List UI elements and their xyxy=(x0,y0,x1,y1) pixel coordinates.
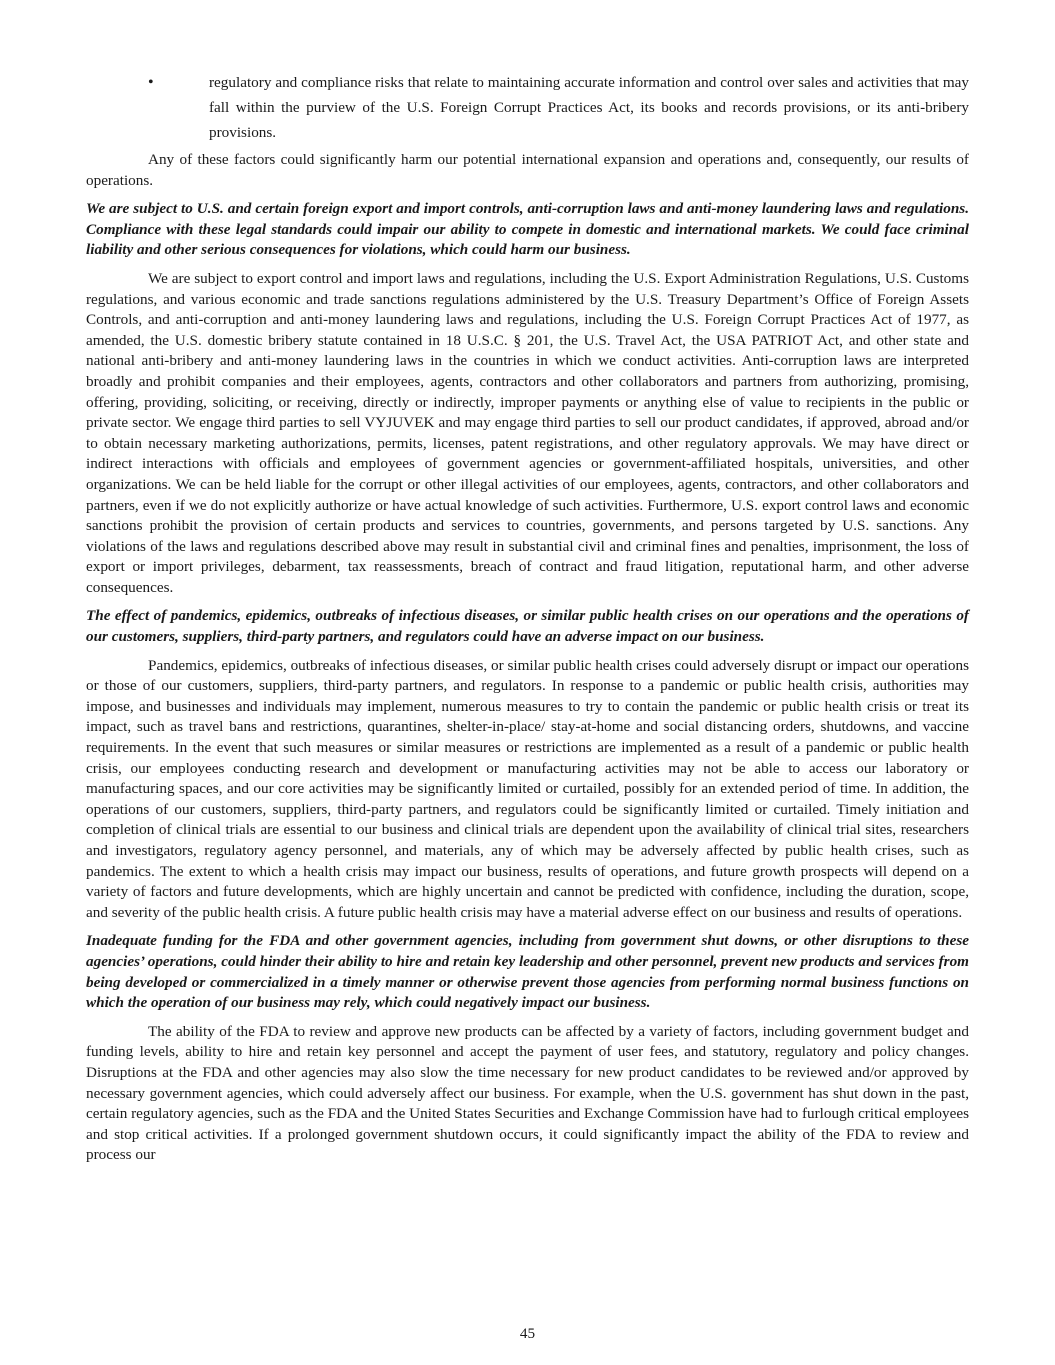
intro-paragraph: Any of these factors could significantly harm our potential international expansion and operations and, consequently, our results of operations. xyxy=(86,151,969,189)
section-heading-export-controls: We are subject to U.S. and certain foreign export and import controls, anti-corruption laws and anti-money laundering laws and regulations. Compliance with these legal standards could impair our ability to compete in domestic and international markets. We could face criminal liability and other serious consequences for violations, which could harm our business. xyxy=(86,200,969,259)
section-body-export-controls: We are subject to export control and import laws and regulations, including the U.S. Export Administration Regulations, U.S. Customs regulations, and various economic and trade sanctions regulations administered by the U.S. Treasury Department’s Office of Foreign Assets Controls, and anti-corruption and anti-money laundering laws and regulations, including the U.S. Foreign Corrupt Practices Act of 1977, as amended, the U.S. domestic bribery statute contained in 18 U.S.C. § 201, the U.S. Travel Act, the USA PATRIOT Act, and other state and national anti-bribery and anti-money laundering laws in the countries in which we conduct activities. Anti-corruption laws are interpreted broadly and prohibit companies and their employees, agents, contractors and other collaborators and partners from authorizing, promising, offering, providing, soliciting, or receiving, directly or indirectly, improper payments or anything else of value to recipients in the public or private sector. We engage third parties to sell VYJUVEK and may engage third parties to sell our product candidates, if approved, abroad and/or to obtain necessary marketing authorizations, permits, licenses, patent registrations, and other regulatory approvals. We may have direct or indirect interactions with officials and employees of government agencies or government-affiliated hospitals, universities, and other organizations. We can be held liable for the corrupt or other illegal activities of our employees, agents, contractors, and other collaborators and partners, even if we do not explicitly authorize or have actual knowledge of such activities. Furthermore, U.S. export control laws and economic sanctions prohibit the provision of certain products and services to countries, governments, and persons targeted by U.S. sanctions. Any violations of the laws and regulations described above may result in substantial civil and criminal fines and penalties, imprisonment, the loss of export or import privileges, debarment, tax reassessments, breach of contract and fraud litigation, reputational harm, and other adverse consequences. xyxy=(86,269,969,596)
section-heading-pandemics: The effect of pandemics, epidemics, outbreaks of infectious diseases, or similar public health crises on our operations and the operations of our customers, suppliers, third-party partners, and regulators could have an adverse impact on our business. xyxy=(86,607,969,646)
bullet-icon: • xyxy=(148,74,154,91)
section-body-fda-funding: The ability of the FDA to review and approve new products can be affected by a variety of factors, including government budget and funding levels, ability to hire and retain key personnel and accept the payment of user fees, and statutory, regulatory and policy changes. Disruptions at the FDA and other agencies may also slow the time necessary for new product candidates to be reviewed and/or approved by necessary government agencies, which could adversely affect our business. For example, when the U.S. government has shut down in the past, certain regulatory agencies, such as the FDA and the United States Securities and Exchange Commission have had to furlough critical employees and stop critical activities. If a prolonged government shutdown occurs, it could significantly impact the ability of the FDA to review and process our xyxy=(86,1022,969,1164)
bullet-text: regulatory and compliance risks that relate to maintaining accurate information and control over sales and activities that may fall within the purview of the U.S. Foreign Corrupt Practices Act, its books and records provisions, or its anti-bribery provisions. xyxy=(209,74,969,141)
section-body-pandemics: Pandemics, epidemics, outbreaks of infectious diseases, or similar public health crises could adversely disrupt or impact our operations or those of our customers, suppliers, third-party partners, and regulators. In response to a pandemic or public health crisis, authorities may impose, and businesses and individuals may implement, numerous measures to try to contain the pandemic or public health crisis or treat its impact, such as travel bans and restrictions, quarantines, shelter-in-place/ stay-at-home and social distancing orders, shutdowns, and vaccine requirements. In the event that such measures or similar measures or restrictions are implemented as a result of a pandemic or public health crisis, our employees conducting research and development or manufacturing activities may not be able to access our laboratory or manufacturing spaces, and our core activities may be significantly limited or curtailed, possibly for an extended period of time. In addition, the operations of our customers, suppliers, third-party partners, and regulators could be significantly limited or curtailed. Timely initiation and completion of clinical trials are essential to our business and clinical trials are dependent upon the availability of clinical trial sites, researchers and investigators, regulatory agency personnel, and materials, any of which may be adversely affected by public health crises, such as pandemics. The extent to which a health crisis may impact our business, results of operations, and future growth prospects will depend on a variety of factors and future developments, which are highly uncertain and cannot be predicted with confidence, including the duration, scope, and severity of the public health crisis. A future public health crisis may have a material adverse effect on our business and results of operations. xyxy=(86,656,969,921)
bullet-item xyxy=(86,70,969,145)
document-page xyxy=(86,70,969,1174)
section-heading-fda-funding: Inadequate funding for the FDA and other government agencies, including from government shut downs, or other disruptions to these agencies’ operations, could hinder their ability to hire and retain key leadership and other personnel, prevent new products and services from being developed or commercialized in a timely manner or otherwise prevent those agencies from performing normal business functions on which the operation of our business may rely, which could negatively impact our business. xyxy=(86,932,969,1012)
page-number: 45 xyxy=(519,1325,536,1342)
